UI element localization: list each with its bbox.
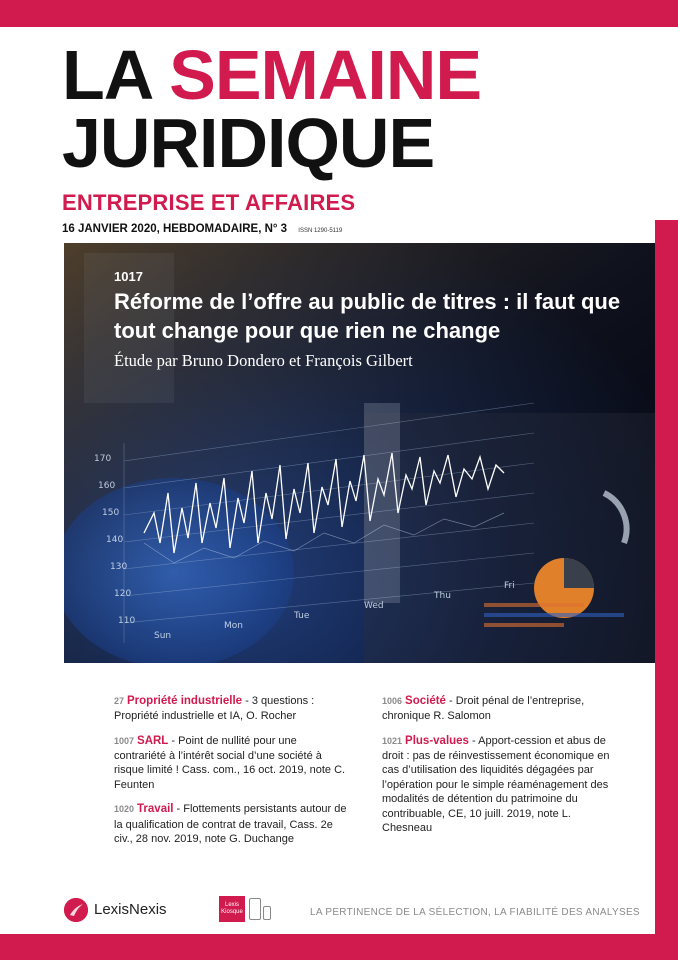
issue-date: 16 JANVIER 2020, HEBDOMADAIRE, N° 3 xyxy=(62,223,288,235)
toc-item[interactable] xyxy=(382,734,622,836)
toc-text: - Flottements persistants autour de la qualification de contrat de travail, Cass. 2e civ., 28 nov. 2019, note G. Duchange xyxy=(114,803,347,846)
lexisnexis-logo-text: LexisNexis xyxy=(94,901,167,918)
toc-left-column xyxy=(114,694,349,857)
tablet-icon xyxy=(249,898,261,920)
masthead-subtitle: ENTREPRISE ET AFFAIRES xyxy=(62,190,356,215)
toc-heading[interactable]: Propriété industrielle xyxy=(127,695,243,707)
masthead-semaine: SEMAINE xyxy=(169,36,482,114)
light-column xyxy=(364,403,400,603)
toc-heading[interactable]: SARL xyxy=(137,734,169,747)
toc-text: - Apport-cession et abus de droit : pas de réinvestissement économique en cas d’utilisation des liquidités dégagées par l’opération pour le simple réaménagement des modalités de détention du patrimoine du contribuable, CE, 10 juill. 2019, note L. Chesneau xyxy=(382,734,610,835)
axis-label-fri: Fri xyxy=(504,581,515,591)
toc-num: 27 xyxy=(114,696,125,706)
axis-label-110: 110 xyxy=(118,616,136,626)
axis-label-130: 130 xyxy=(110,562,128,572)
masthead-la: LA xyxy=(62,36,151,114)
toc-text: - 3 questions : Propriété industrielle et IA, O. Rocher xyxy=(114,695,315,723)
orange-pie xyxy=(534,558,594,618)
axis-label-mon: Mon xyxy=(224,621,243,631)
kiosque-icon xyxy=(219,896,245,922)
right-red-band xyxy=(655,220,678,960)
masthead-juridique: JURIDIQUE xyxy=(62,104,435,182)
kiosque-line1: Lexis xyxy=(224,902,239,908)
toc-text: - Droit pénal de l’entreprise, chronique R. Salomon xyxy=(382,695,585,723)
toc-item[interactable] xyxy=(114,734,349,793)
toc-item[interactable] xyxy=(382,694,622,724)
lexisnexis-logo-icon xyxy=(64,898,88,922)
feature-number: 1017 xyxy=(114,269,143,284)
lexisnexis-logo[interactable] xyxy=(64,898,189,922)
toc-item[interactable] xyxy=(114,802,349,846)
axis-label-150: 150 xyxy=(102,508,120,518)
kiosque-line2: Kiosque xyxy=(221,909,243,916)
toc-text: - Point de nullité pour une contrariété à l’intérêt social d’une société à risque limité ! Cass. com., 16 oct. 2019, note C. Feunten xyxy=(114,734,346,791)
toc-heading[interactable]: Plus-values xyxy=(405,734,469,747)
lexis-kiosque-badge[interactable] xyxy=(219,896,271,922)
toc-num: 1007 xyxy=(114,735,135,746)
toc-num: 1021 xyxy=(382,735,403,746)
feature-text xyxy=(114,269,634,371)
axis-label-160: 160 xyxy=(98,481,116,491)
toc-right-column xyxy=(382,694,622,846)
toc-num: 1020 xyxy=(114,804,135,815)
feature-title[interactable]: Réforme de l’offre au public de titres : il faut que tout change pour que rien ne change xyxy=(114,289,621,343)
toc-heading[interactable]: Travail xyxy=(137,803,174,816)
axis-label-wed: Wed xyxy=(364,601,384,611)
masthead-title-line1 xyxy=(62,36,482,114)
top-red-band xyxy=(0,0,678,27)
toc-heading[interactable]: Société xyxy=(405,695,446,707)
axis-label-140: 140 xyxy=(106,535,124,545)
axis-label-thu: Thu xyxy=(434,591,451,601)
phone-icon xyxy=(263,906,271,920)
axis-label-sun: Sun xyxy=(154,631,172,641)
toc-num: 1006 xyxy=(382,696,403,706)
issue-line xyxy=(62,223,342,235)
issn: ISSN 1290-5119 xyxy=(298,228,343,234)
axis-label-tue: Tue xyxy=(294,611,310,621)
feature-author: Étude par Bruno Dondero et François Gilbert xyxy=(114,351,413,371)
footer-tagline: LA PERTINENCE DE LA SÉLECTION, LA FIABILITÉ DES ANALYSES xyxy=(310,907,640,918)
axis-label-120: 120 xyxy=(114,589,132,599)
bottom-red-band xyxy=(0,934,678,960)
feature-image xyxy=(64,243,655,663)
axis-label-170: 170 xyxy=(94,454,112,464)
toc-item[interactable] xyxy=(114,694,349,724)
